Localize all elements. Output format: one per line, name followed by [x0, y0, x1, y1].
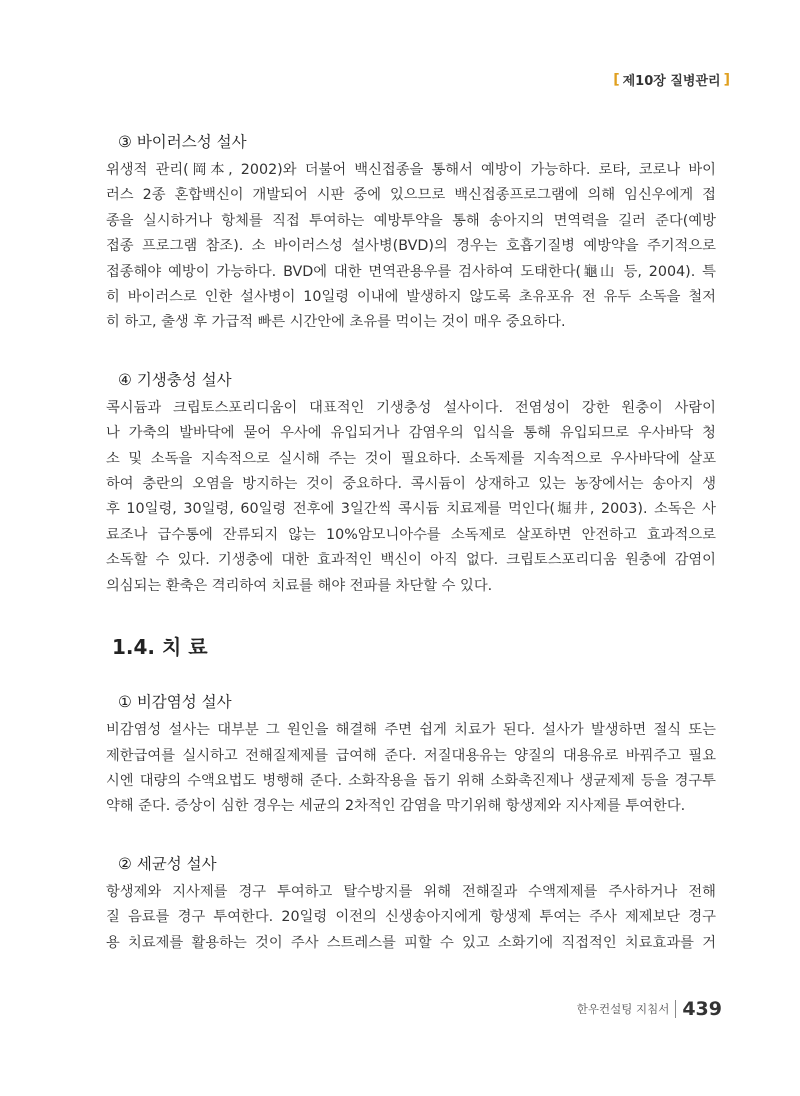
chapter-tag — [613, 70, 730, 89]
page-content — [106, 130, 716, 956]
text-line: 소독할 수 있다. 기생충에 대한 효과적인 백신이 아직 없다. 크립토스포리디움 원충에 감염이 — [106, 552, 716, 569]
sub-heading: ① 비감염성 설사 — [118, 693, 232, 712]
text-line: 접종해야 예방이 가능하다. BVD에 대한 면역관용우를 검사하여 도태한다(龜山 등, 2004). 특 — [106, 263, 716, 280]
text-line: 나 가축의 발바닥에 묻어 우사에 유입되거나 감염우의 입식을 통해 유입되므로 우사바닥 청 — [106, 425, 716, 442]
section-parasitic-diarrhea — [106, 368, 716, 599]
text-line: 접종 프로그램 참조). 소 바이러스성 설사병(BVD)의 경우는 호흡기질병 예방약을 주기적으로 — [106, 238, 716, 255]
text-line: 후 10일령, 30일령, 60일령 전후에 3일간씩 콕시듐 치료제를 먹인다(堀井, 2003). 소독은 사 — [106, 501, 716, 518]
text-line: 항생제와 지사제를 경구 투여하고 탈수방지를 위해 전해질과 수액제제를 주사하거나 전해 — [106, 883, 716, 900]
text-line: 시엔 대량의 수액요법도 병행해 준다. 소화작용을 돕기 위해 소화촉진제나 생균제제 등을 경구투 — [106, 772, 716, 789]
sub-heading: ④ 기생충성 설사 — [118, 370, 232, 389]
text-line: 러스 2종 혼합백신이 개발되어 시판 중에 있으므로 백신접종프로그램에 의해 임신우에게 접 — [106, 187, 716, 204]
section-bacterial-diarrhea — [106, 852, 716, 956]
section-title: 1.4. 치 료 — [112, 635, 208, 660]
text-line: 의심되는 환축은 격리하여 치료를 해야 전파를 차단할 수 있다. — [106, 577, 493, 594]
text-line: 종을 실시하거나 항체를 직접 투여하는 예방투약을 통해 송아지의 면역력을 길러 준다(예방 — [106, 212, 716, 229]
page-number: 439 — [682, 998, 722, 1020]
bracket-left-icon: [ — [613, 71, 620, 88]
book-title: 한우컨설팅 지침서 — [576, 1002, 670, 1016]
section-noninfectious-diarrhea — [106, 690, 716, 820]
text-line: 히 하고, 출생 후 가급적 빠른 시간안에 초유를 먹이는 것이 매우 중요하다. — [106, 314, 566, 331]
text-line: 질 음료를 경구 투여한다. 20일령 이전의 신생송아지에게 항생제 투여는 주사 제제보단 경구 — [106, 909, 716, 926]
paragraph — [106, 396, 716, 599]
sub-heading: ② 세균성 설사 — [118, 854, 217, 873]
paragraph — [106, 718, 716, 820]
paragraph — [106, 880, 716, 956]
chapter-label: 제10장 질병관리 — [622, 74, 721, 89]
bracket-right-icon: ] — [723, 71, 730, 88]
footer-divider — [675, 1000, 676, 1018]
text-line: 료조나 급수통에 잔류되지 않는 10%암모니아수를 소독제로 살포하면 안전하고 효과적으로 — [106, 526, 716, 543]
section-viral-diarrhea — [106, 130, 716, 336]
text-line: 제한급여를 실시하고 전해질제제를 급여해 준다. 저질대용유는 양질의 대용유로 바꿔주고 필요 — [106, 747, 716, 764]
text-line: 하여 충란의 오염을 방지하는 것이 중요하다. 콕시듐이 상재하고 있는 농장에서는 송아지 생 — [106, 476, 716, 493]
text-line: 용 치료제를 활용하는 것이 주사 스트레스를 피할 수 있고 소화기에 직접적인 치료효과를 거 — [106, 934, 716, 951]
text-line: 위생적 관리(岡本, 2002)와 더불어 백신접종을 통해서 예방이 가능하다. 로타, 코로나 바이 — [106, 162, 716, 178]
text-line: 소 및 소독을 지속적으로 실시해 주는 것이 필요하다. 소독제를 지속적으로 우사바닥에 살포 — [106, 450, 716, 467]
text-line: 약해 준다. 증상이 심한 경우는 세균의 2차적인 감염을 막기위해 항생제와 지사제를 투여한다. — [106, 798, 686, 815]
text-line: 비감염성 설사는 대부분 그 원인을 해결해 주면 쉽게 치료가 된다. 설사가 발생하면 절식 또는 — [106, 722, 716, 739]
sub-heading: ③ 바이러스성 설사 — [118, 133, 247, 151]
page-footer — [577, 998, 722, 1020]
paragraph — [106, 158, 716, 336]
text-line: 히 바이러스로 인한 설사병이 10일령 이내에 발생하지 않도록 초유포유 전 유두 소독을 철저 — [106, 289, 716, 306]
text-line: 콕시듐과 크립토스포리디움이 대표적인 기생충성 설사이다. 전염성이 강한 원충이 사람이 — [106, 399, 716, 416]
